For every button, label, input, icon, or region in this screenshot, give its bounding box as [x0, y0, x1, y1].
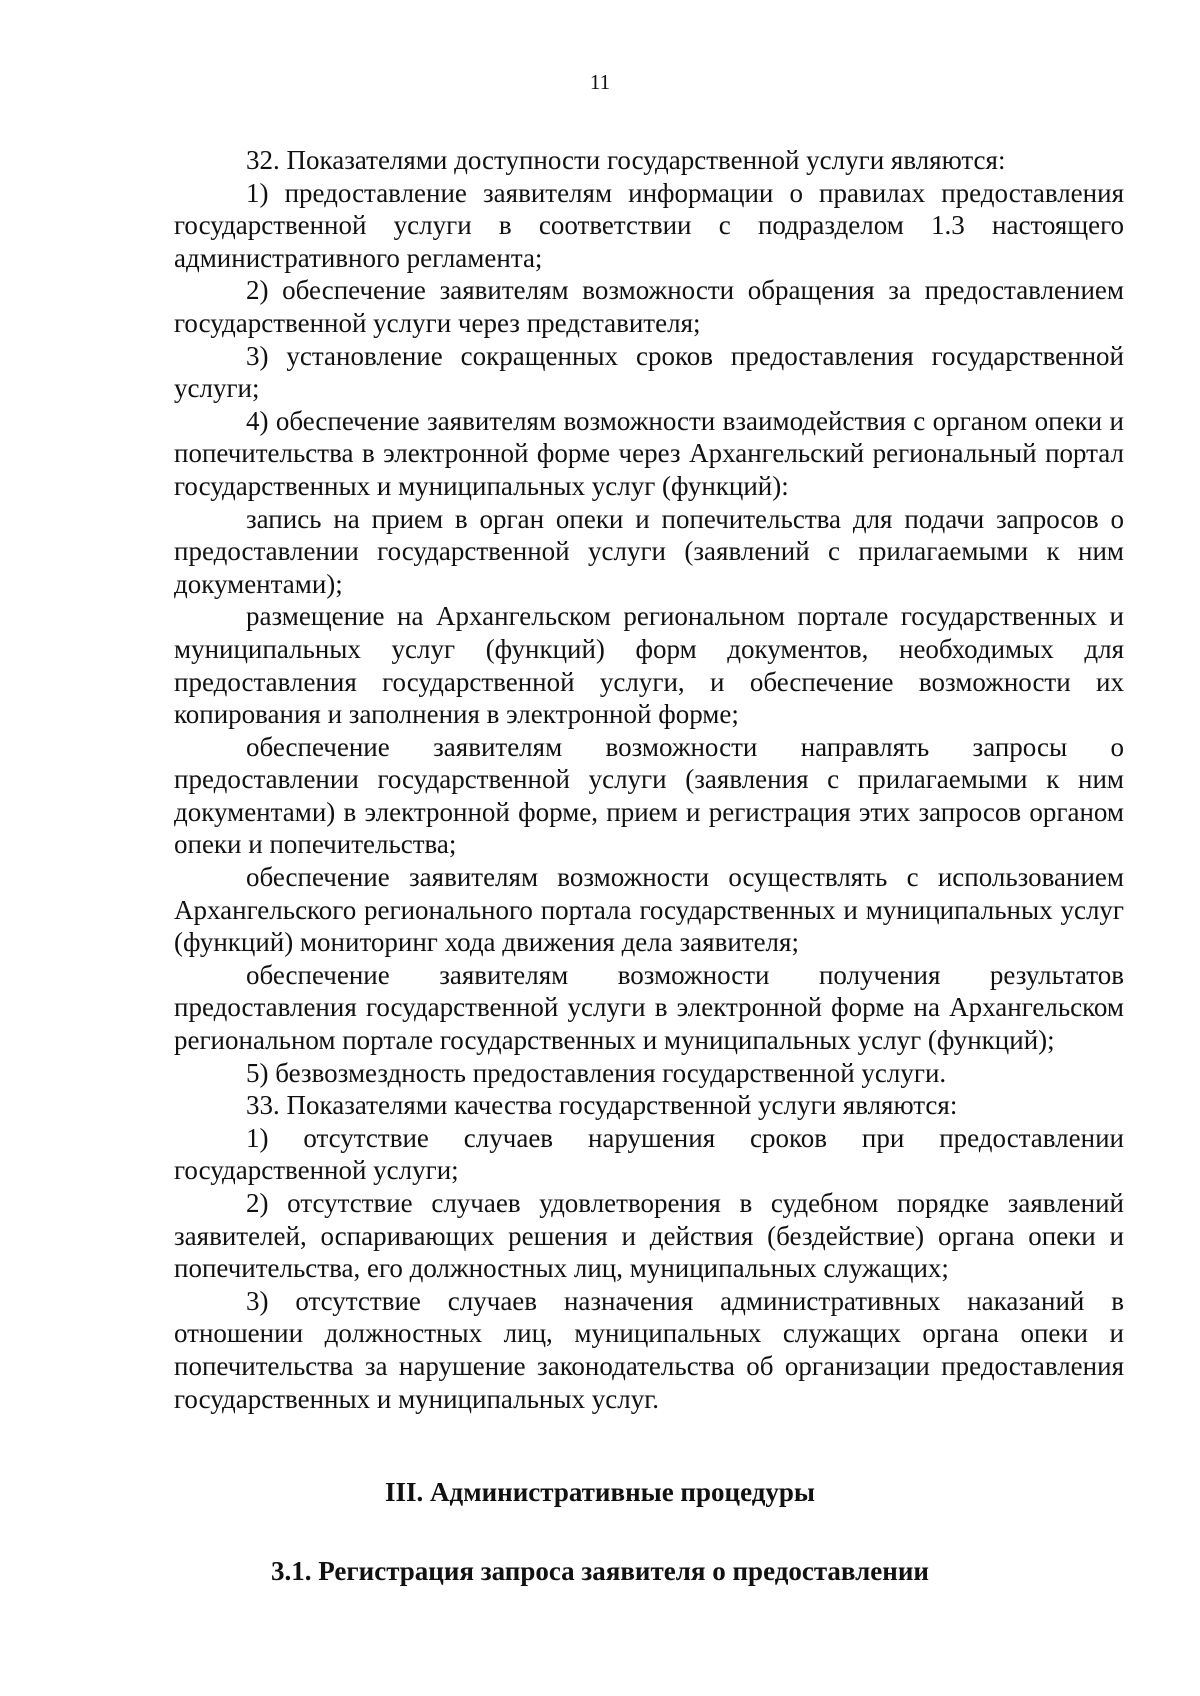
subsection-heading: 3.1. Регистрация запроса заявителя о предоставлении	[271, 1556, 929, 1586]
paragraph-32-item-2: 2) обеспечение заявителям возможности обращения за предоставлением государственной услуги через представителя;	[174, 275, 1124, 338]
paragraph-32-item-1: 1) предоставление заявителям информации о правилах предоставления государственной услуги в соответствии с подразделом 1.3 настоящего административного регламента;	[174, 177, 1124, 273]
paragraph-33-item-1: 1) отсутствие случаев нарушения сроков при предоставлении государственной услуги;	[174, 1122, 1124, 1186]
paragraph-33-item-2: 2) отсутствие случаев удовлетворения в судебном порядке заявлений заявителей, оспаривающих решения и действия (бездействие) органа опеки и попечительства, его должностных лиц, муниципальных служащих;	[174, 1188, 1124, 1284]
paragraph-32-item-4-sub-2: размещение на Архангельском региональном портале государственных и муниципальных услуг (функций) форм документов, необходимых для предоставления государственной услуги, и обеспечение возможности их копирования и заполнения в электронной форме;	[174, 601, 1124, 730]
paragraph-32-item-4: 4) обеспечение заявителям возможности взаимодействия с органом опеки и попечительства в электронной форме через Архангельский региональный портал государственных и муниципальных услуг (функций):	[174, 405, 1124, 501]
page-number: 11	[589, 70, 611, 94]
paragraph-32-item-4-sub-1: запись на прием в орган опеки и попечительства для подачи запросов о предоставлении государственной услуги (заявлений с прилагаемыми к ним документами);	[174, 503, 1124, 599]
section-heading: III. Административные процедуры	[385, 1477, 815, 1507]
document-body	[174, 144, 1124, 1415]
paragraph-32-item-4-sub-3: обеспечение заявителям возможности направлять запросы о предоставлении государственной услуги (заявления с прилагаемыми к ним документами) в электронной форме, прием и регистрация этих запросов органом опеки и попечительства;	[174, 731, 1124, 860]
paragraph-32-intro: 32. Показателями доступности государственной услуги являются:	[246, 145, 1006, 175]
paragraph-32-item-4-sub-5: обеспечение заявителям возможности получения результатов предоставления государственной услуги в электронной форме на Архангельском региональном портале государственных и муниципальных услуг (функций);	[174, 959, 1124, 1056]
paragraph-32-item-3: 3) установление сокращенных сроков предоставления государственной услуги;	[174, 340, 1124, 404]
paragraph-33-item-3: 3) отсутствие случаев назначения административных наказаний в отношении должностных лиц, муниципальных служащих органа опеки и попечительства за нарушение законодательства об организации предоставления государственных и муниципальных услуг.	[174, 1285, 1124, 1414]
paragraph-33-intro: 33. Показателями качества государственной услуги являются:	[246, 1090, 958, 1121]
paragraph-32-item-4-sub-4: обеспечение заявителям возможности осуществлять с использованием Архангельского регионального портала государственных и муниципальных услуг (функций) мониторинг хода движения дела заявителя;	[174, 862, 1124, 958]
paragraph-32-item-5: 5) безвозмездность предоставления государственной услуги.	[246, 1057, 947, 1088]
